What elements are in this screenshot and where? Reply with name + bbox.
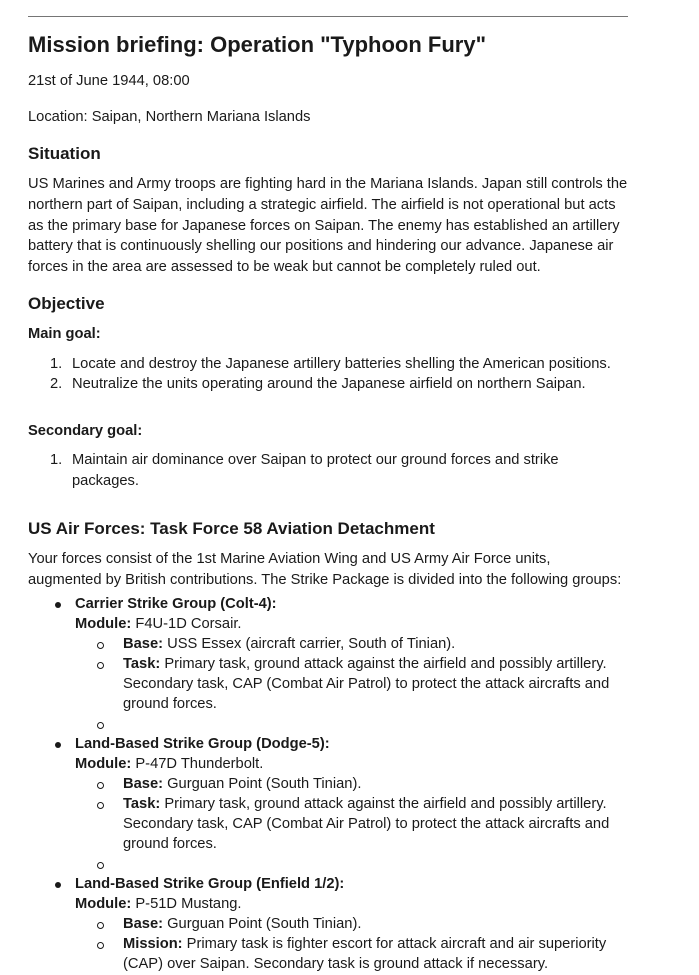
bullet-circle-icon [97, 862, 104, 869]
group-module-line [75, 615, 628, 635]
location-line: Location: Saipan, Northern Mariana Islands [28, 109, 311, 126]
group-title: Land-Based Strike Group (Enfield 1/2): [75, 876, 345, 893]
group-detail-item [75, 635, 628, 655]
module-value: P-51D Mustang. [135, 896, 242, 913]
group-detail-item [75, 655, 628, 715]
detail-text: Primary task, ground attack against the airfield and possibly artillery. Secondary task, CAP (Combat Air Patrol) to protect the attack aircrafts and ground forces. [123, 796, 610, 853]
forces-intro: Your forces consist of the 1st Marine Aviation Wing and US Army Air Force units, augmented by British contributions. The Strike Package is divided into the following groups: [28, 550, 622, 588]
bullet-circle-icon [97, 642, 104, 649]
group-detail-item [75, 795, 628, 855]
detail-text: Primary task is fighter escort for attack aircraft and air superiority (CAP) over Saipan. Secondary task is ground attack if necessary. [123, 936, 607, 973]
group-detail-item-empty [75, 715, 628, 735]
detail-text: USS Essex (aircraft carrier, South of Tinian). [167, 636, 456, 653]
list-item [28, 354, 628, 374]
forces-heading: US Air Forces: Task Force 58 Aviation Detachment [28, 518, 435, 538]
bullet-circle-icon [97, 922, 104, 929]
list-number: 2. [50, 375, 63, 392]
detail-label: Base: [123, 776, 164, 793]
detail-label: Task: [123, 796, 161, 813]
objective-heading: Objective [28, 293, 105, 313]
bullet-disc-icon [55, 882, 61, 888]
list-item-text: Locate and destroy the Japanese artillery batteries shelling the American positions. [72, 355, 611, 372]
strike-groups-list [28, 595, 628, 975]
bullet-circle-icon [97, 722, 104, 729]
detail-text: Primary task, ground attack against the airfield and possibly artillery. Secondary task, CAP (Combat Air Patrol) to protect the attack aircrafts and ground forces. [123, 656, 610, 713]
secondary-goal-list [28, 450, 628, 490]
module-value: F4U-1D Corsair. [135, 616, 242, 633]
page-title: Mission briefing: Operation "Typhoon Fury" [28, 32, 487, 57]
module-label: Module: [75, 756, 132, 773]
detail-label: Task: [123, 656, 161, 673]
strike-group-item [28, 595, 628, 735]
bullet-circle-icon [97, 782, 104, 789]
group-title: Land-Based Strike Group (Dodge-5): [75, 736, 330, 753]
module-label: Module: [75, 616, 132, 633]
main-goal-list [28, 354, 628, 394]
module-label: Module: [75, 896, 132, 913]
situation-heading: Situation [28, 143, 101, 163]
secondary-goal-label: Secondary goal: [28, 422, 143, 439]
module-value: P-47D Thunderbolt. [135, 756, 264, 773]
list-number: 1. [50, 355, 63, 372]
situation-paragraph: US Marines and Army troops are fighting hard in the Mariana Islands. Japan still controls the northern part of Saipan, including a strategic airfield. The airfield is not operational but acts as the primary base for Japanese forces on Saipan. The enemy has established an artillery battery that is continuously shelling our positions and hindering our advance. Japanese air forces in the area are assessed to be weak but cannot be completely ruled out. [28, 176, 628, 275]
group-module-line [75, 755, 628, 775]
group-title: Carrier Strike Group (Colt-4): [75, 596, 277, 613]
group-detail-item [75, 775, 628, 795]
detail-label: Base: [123, 916, 164, 933]
group-module-line [75, 895, 628, 915]
date-line: 21st of June 1944, 08:00 [28, 73, 190, 90]
list-item [28, 374, 628, 394]
main-goal-label: Main goal: [28, 325, 101, 342]
strike-group-item [28, 875, 628, 975]
detail-label: Mission: [123, 936, 183, 953]
top-divider [28, 16, 628, 17]
detail-text: Gurguan Point (South Tinian). [167, 916, 362, 933]
list-number: 1. [50, 452, 63, 469]
detail-label: Base: [123, 636, 164, 653]
list-item [28, 450, 628, 490]
detail-text: Gurguan Point (South Tinian). [167, 776, 362, 793]
group-detail-item [75, 935, 628, 975]
bullet-circle-icon [97, 662, 104, 669]
bullet-disc-icon [55, 742, 61, 748]
list-item-text: Neutralize the units operating around the Japanese airfield on northern Saipan. [72, 375, 586, 392]
bullet-disc-icon [55, 602, 61, 608]
group-detail-item [75, 915, 628, 935]
bullet-circle-icon [97, 802, 104, 809]
group-detail-item-empty [75, 855, 628, 875]
list-item-text: Maintain air dominance over Saipan to protect our ground forces and strike packages. [72, 452, 559, 489]
strike-group-item [28, 735, 628, 875]
